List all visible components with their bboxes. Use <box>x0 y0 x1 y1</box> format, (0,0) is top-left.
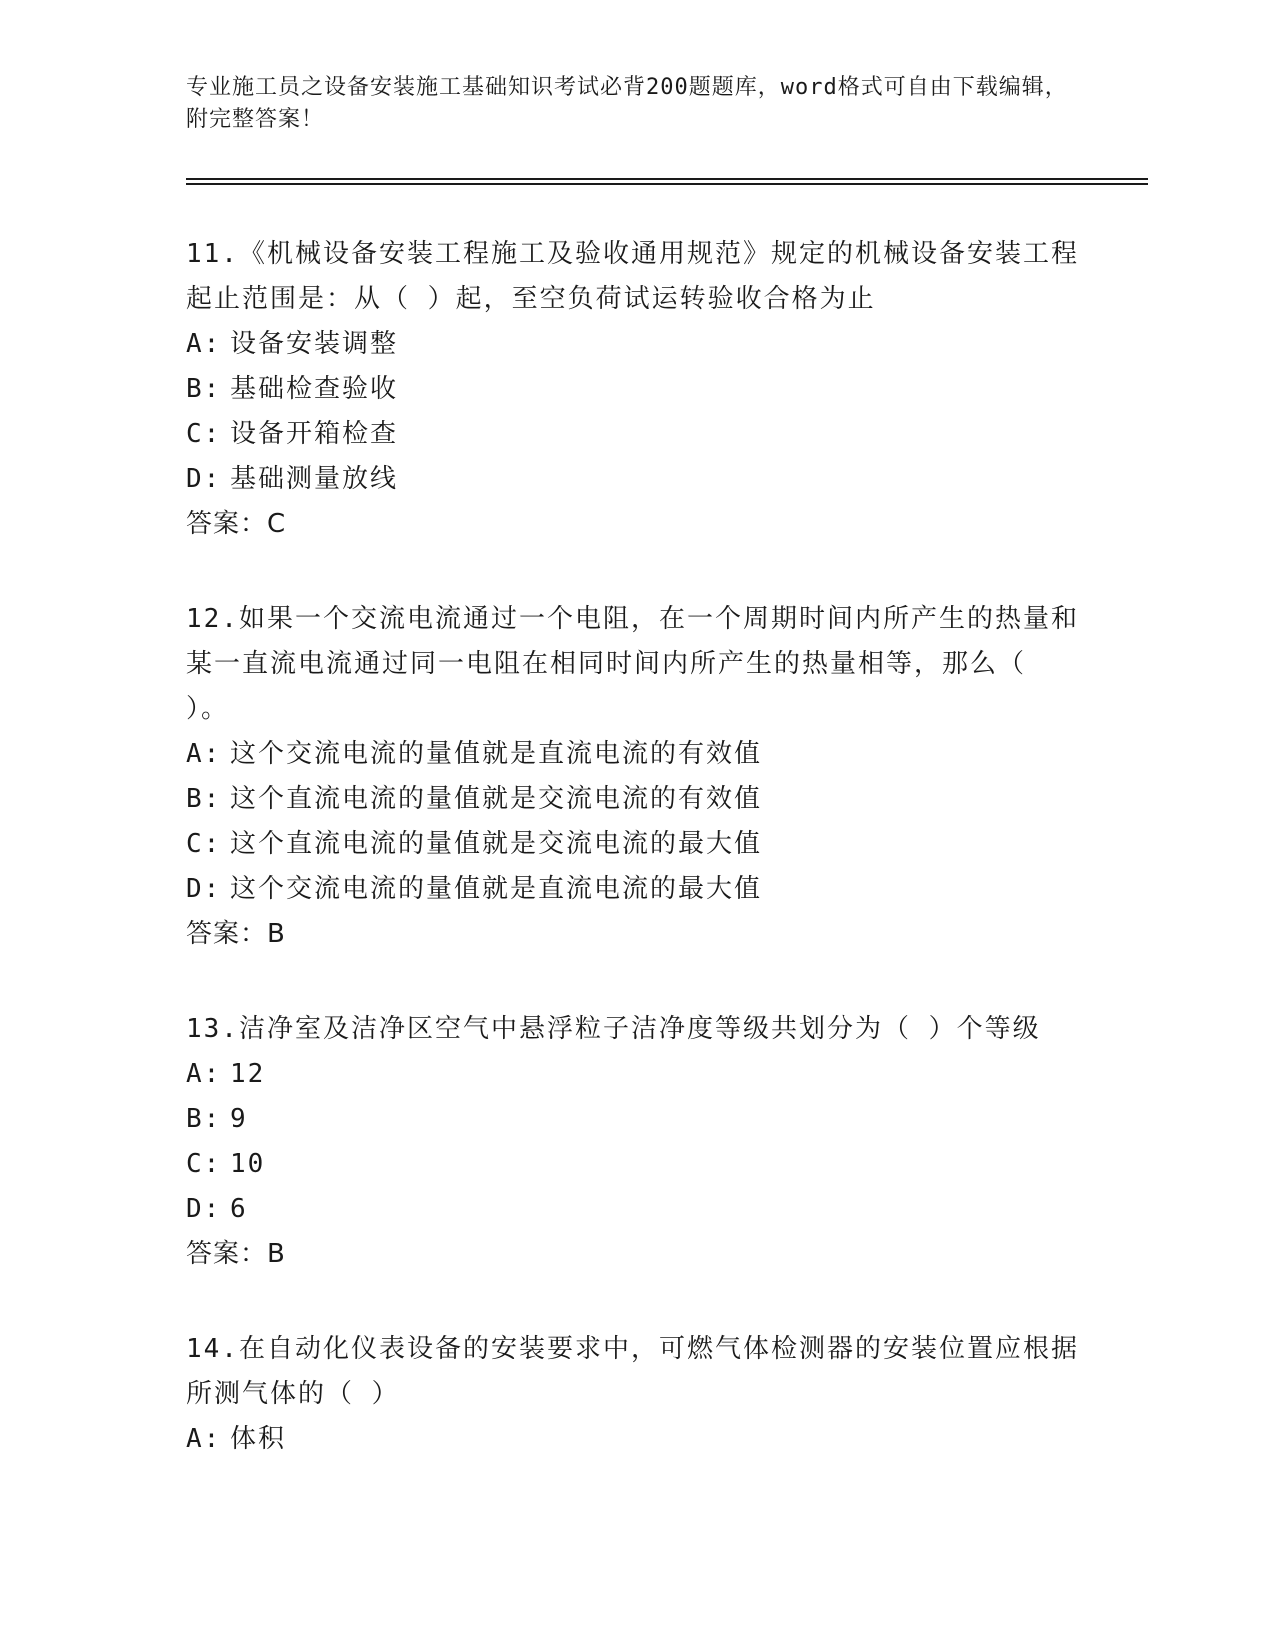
option-b <box>186 367 1086 412</box>
question-stem: 11.《机械设备安装工程施工及验收通用规范》规定的机械设备安装工程起止范围是：从（ ）起，至空负荷试运转验收合格为止 <box>186 239 1079 314</box>
question-13 <box>186 1007 1086 1277</box>
option-text: 设备开箱检查 <box>230 419 399 449</box>
header-divider-top <box>186 178 1148 180</box>
option-letter: C: <box>186 419 222 449</box>
question-11 <box>186 232 1086 547</box>
option-letter: D: <box>186 874 222 904</box>
document-header: 专业施工员之设备安装施工基础知识考试必背200题题库，word格式可自由下载编辑，附完整答案！ <box>186 75 1068 132</box>
question-stem: 14.在自动化仪表设备的安装要求中，可燃气体检测器的安装位置应根据所测气体的（ ） <box>186 1334 1079 1409</box>
option-text: 这个直流电流的量值就是交流电流的有效值 <box>230 784 763 814</box>
option-text: 这个交流电流的量值就是直流电流的有效值 <box>230 739 763 769</box>
option-a <box>186 1052 1086 1097</box>
option-c <box>186 822 1086 867</box>
option-b <box>186 777 1086 822</box>
option-text: 这个交流电流的量值就是直流电流的最大值 <box>230 874 763 904</box>
option-text: 12 <box>230 1059 266 1089</box>
question-12 <box>186 597 1086 957</box>
option-text: 10 <box>230 1149 266 1179</box>
option-letter: A: <box>186 1424 222 1454</box>
option-letter: B: <box>186 784 222 814</box>
option-text: 这个直流电流的量值就是交流电流的最大值 <box>230 829 763 859</box>
option-letter: D: <box>186 1194 222 1224</box>
answer-label: 答案：C <box>186 509 287 539</box>
option-text: 体积 <box>230 1424 287 1454</box>
question-14 <box>186 1327 1086 1462</box>
option-text: 6 <box>230 1194 248 1224</box>
option-a <box>186 732 1086 777</box>
option-letter: D: <box>186 464 222 494</box>
option-a <box>186 322 1086 367</box>
question-stem: 12.如果一个交流电流通过一个电阻，在一个周期时间内所产生的热量和某一直流电流通过同一电阻在相同时间内所产生的热量相等，那么（ ）。 <box>186 604 1079 724</box>
option-letter: C: <box>186 1149 222 1179</box>
question-stem: 13.洁净室及洁净区空气中悬浮粒子洁净度等级共划分为（ ）个等级 <box>186 1014 1041 1044</box>
option-text: 设备安装调整 <box>230 329 399 359</box>
answer-label: 答案：B <box>186 919 286 949</box>
option-letter: C: <box>186 829 222 859</box>
option-d <box>186 1187 1086 1232</box>
option-text: 9 <box>230 1104 248 1134</box>
option-letter: A: <box>186 739 222 769</box>
option-text: 基础测量放线 <box>230 464 399 494</box>
option-letter: B: <box>186 1104 222 1134</box>
header-divider-bottom <box>186 183 1148 185</box>
option-letter: A: <box>186 329 222 359</box>
option-letter: A: <box>186 1059 222 1089</box>
option-b <box>186 1097 1086 1142</box>
option-text: 基础检查验收 <box>230 374 399 404</box>
answer-label: 答案：B <box>186 1239 286 1269</box>
option-c <box>186 412 1086 457</box>
option-d <box>186 867 1086 912</box>
option-a <box>186 1417 1086 1462</box>
option-letter: B: <box>186 374 222 404</box>
option-d <box>186 457 1086 502</box>
option-c <box>186 1142 1086 1187</box>
